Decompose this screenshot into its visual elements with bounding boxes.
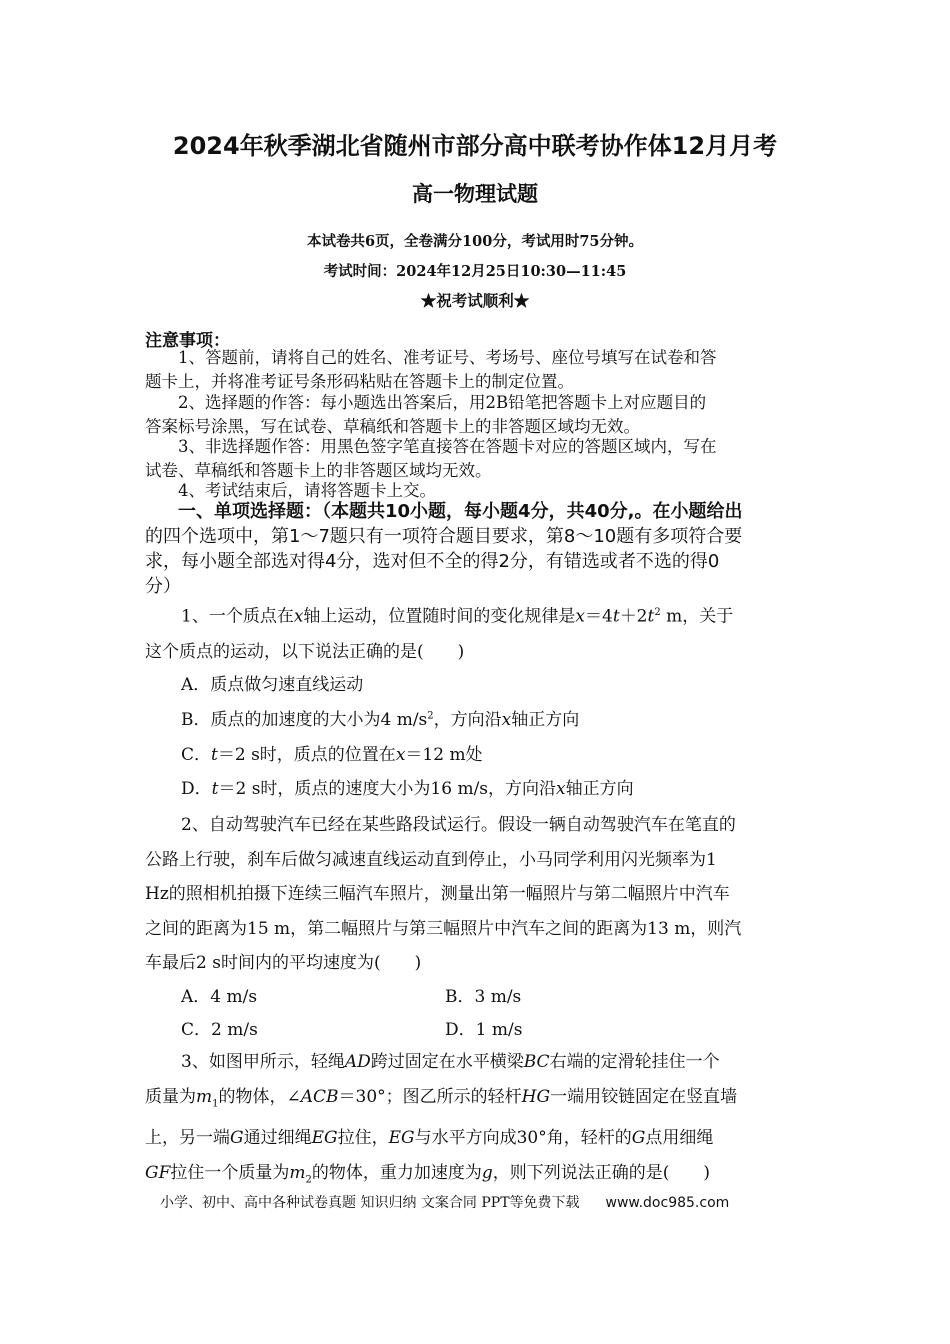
exam-title: 2024年秋季湖北省随州市部分高中联考协作体12月月考 (172, 132, 778, 160)
q-subscript: 2 (305, 1174, 312, 1186)
q-text: ＝4 (585, 606, 613, 627)
exam-subtitle: 高一物理试题 (412, 182, 538, 206)
q-text: C． (181, 745, 212, 765)
q-var: t (612, 606, 620, 627)
q-text: 1、一个质点在 (181, 606, 294, 627)
q-text: ＝2 s时，质点的位置在 (217, 745, 396, 765)
notice-item-2 (145, 391, 805, 439)
question-line: 车最后2 s时间内的平均速度为( ) (145, 953, 422, 973)
q-var: x (293, 606, 304, 627)
question-line: 公路上行驶，刹车后做匀减速直线运动直到停止，小马同学利用闪光频率为1 (145, 849, 717, 870)
notice-line: 题卡上，并将准考证号条形码粘贴在答题卡上的制定位置。 (145, 372, 574, 391)
q-var: m (196, 1086, 213, 1107)
section-line: 的四个选项中，第1～7题只有一项符合题目要求，第8～10题有多项符合要 (145, 526, 743, 547)
page-footer (160, 1192, 729, 1212)
q2-option-b: B．3 m/s (445, 987, 522, 1007)
question-line: 2、自动驾驶汽车已经在某些路段试运行。假设一辆自动驾驶汽车在笔直的 (181, 815, 736, 835)
section-1-instructions (145, 499, 810, 599)
q-text: ＝2 s时，质点的速度大小为16 m/s，方向沿 (218, 779, 557, 799)
section-line: 一、单项选择题：（本题共10小题，每小题4分，共40分,。在小题给出 (178, 501, 743, 522)
q-exponent: 2 (654, 607, 661, 618)
q-text: 点用细绳 (645, 1128, 714, 1149)
q-text: D． (181, 779, 212, 799)
question-line: Hz的照相机拍摄下连续三幅汽车照片，测量出第一幅照片与第二幅照片中汽车 (145, 884, 730, 904)
q-text: ＝30°；图乙所示的轻杆 (338, 1086, 522, 1107)
question-line: 这个质点的运动，以下说法正确的是( ) (145, 641, 465, 662)
q-text: 3、如图甲所示，轻绳 (181, 1052, 345, 1072)
q-exponent: 2 (427, 710, 434, 722)
q-var: EG (311, 1128, 338, 1149)
q-var: AD (344, 1052, 371, 1072)
footer-url[interactable]: www.doc985.com (605, 1195, 730, 1211)
q1-option-c (181, 740, 483, 765)
q-text: 的物体，重力加速度为 (311, 1162, 482, 1183)
q-text: 跨过固定在水平横梁 (370, 1052, 524, 1072)
q-text: ，方向沿 (433, 710, 502, 730)
question-line: 之间的距离为15 m，第二幅照片与第三幅照片中汽车之间的距离为13 m，则汽 (145, 918, 742, 939)
q-var: G (631, 1128, 646, 1149)
footer-text: 小学、初中、高中各种试卷真题 知识归纳 文案合同 PPT等免费下载 (160, 1195, 580, 1211)
q2-option-c: C．2 m/s (181, 1020, 258, 1040)
notice-line: 3、非选择题作答：用黑色签字笔直接答在答题卡对应的答题区域内，写在 (178, 437, 717, 456)
notice-item-3 (145, 435, 805, 483)
notice-item-1 (145, 346, 805, 394)
q-subscript: 1 (212, 1097, 219, 1109)
exam-info-pages: 本试卷共6页，全卷满分100分，考试用时75分钟。 (306, 233, 644, 250)
q-text: 轴上运动，位置随时间的变化规律是 (303, 606, 576, 627)
q-text: ，则下列说法正确的是( ) (492, 1162, 711, 1183)
notice-line: 试卷、草稿纸和答题卡上的非答题区域均无效。 (145, 461, 492, 480)
q-text: 轴正方向 (511, 710, 580, 730)
q-var: ACB (300, 1086, 339, 1107)
good-luck-line: ★祝考试顺利★ (420, 291, 530, 310)
question-1-stem (145, 595, 810, 670)
notice-heading: 注意事项： (145, 331, 230, 351)
q-text: 质量为 (145, 1086, 196, 1107)
q-text: 拉住一个质量为 (170, 1162, 290, 1183)
question-line (145, 1121, 810, 1156)
q-text: B．质点的加速度的大小为4 m/s (181, 710, 428, 730)
question-line (145, 595, 810, 635)
q-var: GF (145, 1162, 171, 1183)
question-line (145, 1080, 810, 1122)
q-text: ＝12 m处 (405, 745, 483, 765)
q-text: 轴正方向 (565, 779, 634, 799)
q2-option-d: D．1 m/s (445, 1020, 523, 1040)
q-text: m，关于 (660, 606, 734, 627)
q-text: 一端用铰链固定在竖直墙 (550, 1086, 738, 1107)
notice-line: 1、答题前，请将自己的姓名、准考证号、考场号、座位号填写在试卷和答 (178, 348, 717, 367)
notice-line: 4、考试结束后，请将答题卡上交。 (178, 481, 436, 500)
q-text: 上，另一端 (145, 1128, 230, 1149)
q-var: BC (523, 1052, 550, 1072)
q-text: 通过细绳 (243, 1128, 312, 1149)
q-text: 与水平方向成30°角，轻杆的 (414, 1128, 632, 1149)
section-line: 求，每小题全部选对得4分，选对但不全的得2分，有错选或者不选的得0 (145, 551, 720, 572)
q-text: 拉住， (337, 1128, 389, 1149)
q-var: m (289, 1162, 306, 1183)
question-line (145, 1045, 810, 1080)
notice-line: 答案标号涂黑，写在试卷、草稿纸和答题卡上的非答题区域均无效。 (145, 417, 640, 436)
q-text: 的物体，∠ (218, 1086, 301, 1107)
q-text: ＋2 (619, 606, 648, 627)
exam-info-time: 考试时间：2024年12月25日10:30—11:45 (323, 263, 627, 280)
q1-option-d (181, 774, 634, 799)
q-var: t (211, 745, 218, 765)
q-var: g (481, 1162, 493, 1183)
section-line: 分） (145, 576, 181, 597)
q2-option-a: A．4 m/s (181, 987, 258, 1007)
q-var: x (556, 779, 566, 799)
q-var: x (501, 710, 512, 730)
q1-option-b (181, 705, 579, 730)
notice-line: 2、选择题的作答：每小题选出答案后，用2B铅笔把答题卡上对应题目的 (178, 393, 707, 412)
q-var: x (395, 745, 406, 765)
q1-option-a: A．质点做匀速直线运动 (181, 675, 364, 695)
question-3-stem (145, 1045, 810, 1198)
q-var: t (211, 779, 219, 799)
q-var: x (575, 606, 586, 627)
q-var: t (647, 606, 655, 627)
question-2-stem (145, 808, 810, 981)
q-text: 右端的定滑轮挂住一个 (549, 1052, 720, 1072)
q-var: G (230, 1128, 244, 1149)
q-var: HG (521, 1086, 551, 1107)
q-var: EG (388, 1128, 415, 1149)
